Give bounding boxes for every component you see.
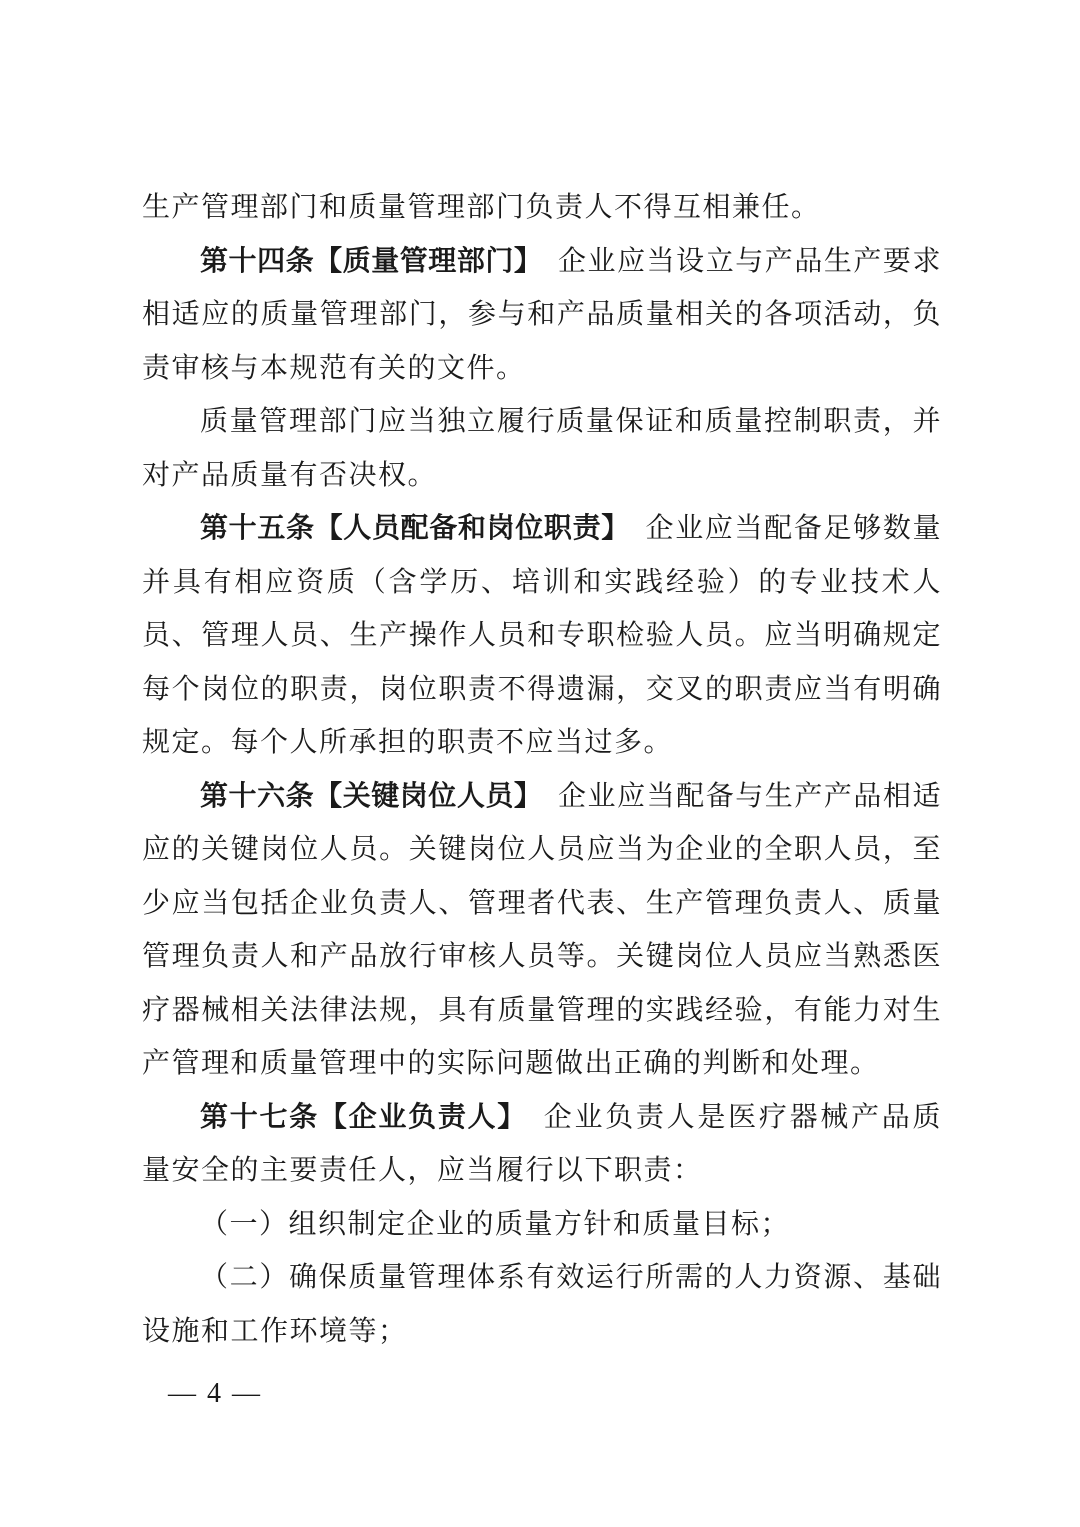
paragraph-text: 企业应当配备足够数量并具有相应资质（含学历、培训和实践经验）的专业技术人员、管理人员、生产操作人员和专职检验人员。应当明确规定每个岗位的职责，岗位职责不得遗漏，交叉的职责应当有明确规定。每个人所承担的职责不应当过多。 xyxy=(142,511,942,758)
paragraph-4 xyxy=(142,769,942,1090)
paragraph-text: （一）组织制定企业的质量方针和质量目标； xyxy=(200,1206,791,1240)
article-heading: 第十五条【人员配备和岗位职责】 xyxy=(200,511,616,544)
article-heading: 第十四条【质量管理部门】 xyxy=(200,243,529,277)
paragraph-text: 质量管理部门应当独立履行质量保证和质量控制职责，并对产品质量有否决权。 xyxy=(142,404,942,491)
paragraph-2 xyxy=(142,394,942,501)
paragraph-0 xyxy=(142,180,942,234)
page-number: — 4 — xyxy=(168,1378,262,1409)
paragraph-text: 企业应当配备与生产产品相适应的关键岗位人员。关键岗位人员应当为企业的全职人员，至少应当包括企业负责人、管理者代表、生产管理负责人、质量管理负责人和产品放行审核人员等。关键岗位人员应当熟悉医疗器械相关法律法规，具有质量管理的实践经验，有能力对生产管理和质量管理中的实际问题做出正确的判断和处理。 xyxy=(142,778,942,1079)
paragraph-1 xyxy=(142,234,942,395)
article-heading: 第十七条【企业负责人】 xyxy=(200,1099,514,1133)
paragraph-text: 企业应当设立与产品生产要求相适应的质量管理部门，参与和产品质量相关的各项活动，负责审核与本规范有关的文件。 xyxy=(142,243,942,384)
paragraph-3 xyxy=(142,501,942,769)
paragraph-5 xyxy=(142,1090,942,1197)
paragraph-text: 生产管理部门和质量管理部门负责人不得互相兼任。 xyxy=(142,190,821,223)
paragraph-6 xyxy=(142,1197,942,1251)
paragraph-7 xyxy=(142,1250,942,1357)
paragraph-text: （二）确保质量管理体系有效运行所需的人力资源、基础设施和工作环境等； xyxy=(142,1260,942,1347)
document-body xyxy=(142,180,942,1357)
article-heading: 第十六条【关键岗位人员】 xyxy=(200,778,529,812)
paragraph-text: 企业负责人是医疗器械产品质量安全的主要责任人，应当履行以下职责： xyxy=(142,1099,942,1186)
